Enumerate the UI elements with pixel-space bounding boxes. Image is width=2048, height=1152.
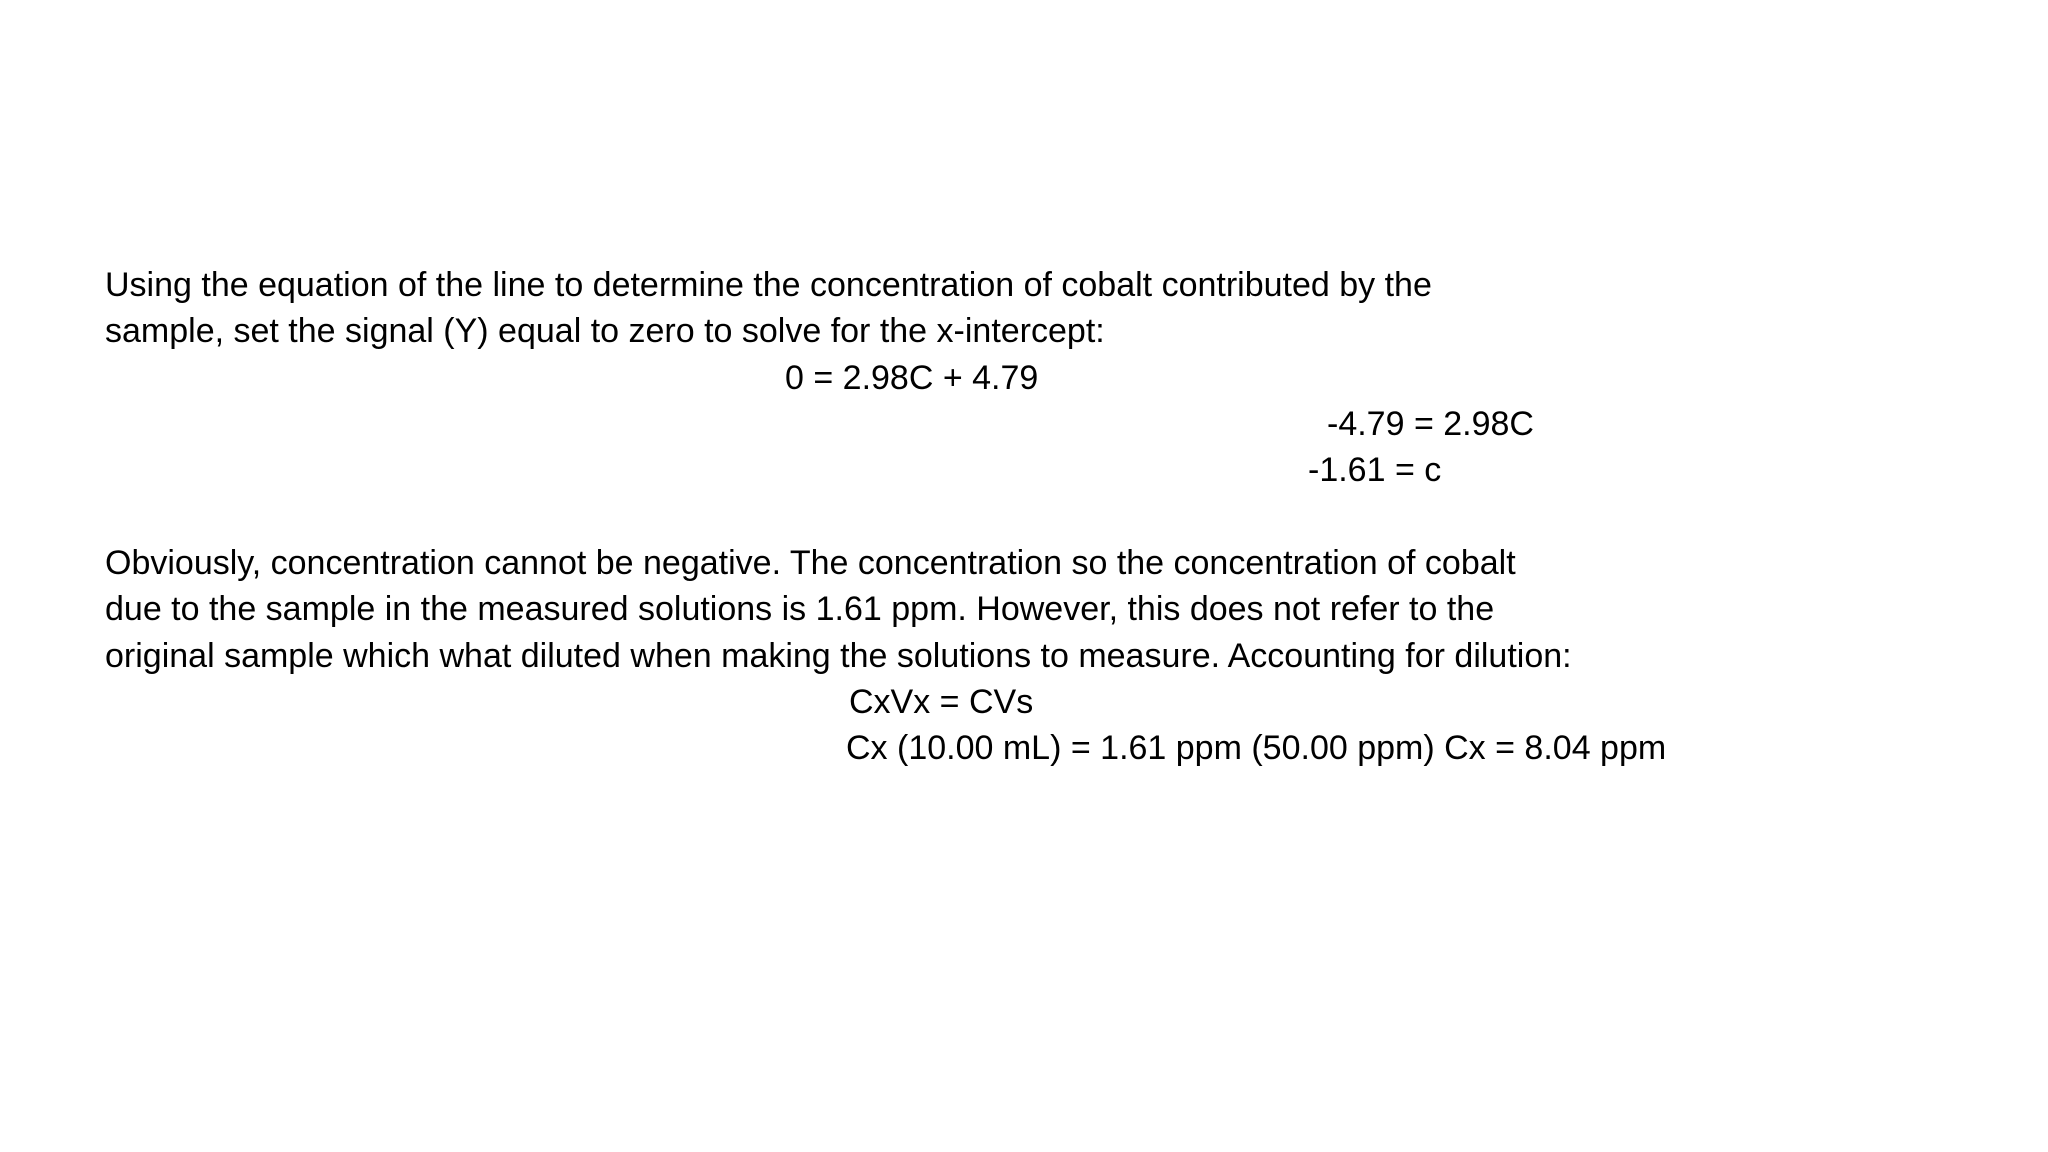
- equation-dilution-result: Cx (10.00 mL) = 1.61 ppm (50.00 ppm) Cx = 8.04 ppm: [846, 729, 1667, 767]
- paragraph1-line1: Using the equation of the line to determine the concentration of cobalt contributed by the: [105, 266, 1432, 304]
- equation-dilution: CxVx = CVs: [849, 683, 1034, 721]
- paragraph2-line3: original sample which what diluted when making the solutions to measure. Accounting for dilution:: [105, 637, 1572, 675]
- paragraph1-line2: sample, set the signal (Y) equal to zero to solve for the x-intercept:: [105, 312, 1105, 350]
- equation-subtract: -4.79 = 2.98C: [1327, 405, 1534, 443]
- paragraph2-line2: due to the sample in the measured solutions is 1.61 ppm. However, this does not refer to the: [105, 590, 1495, 628]
- equation-solution: -1.61 = c: [1308, 451, 1442, 489]
- equation-zero-signal: 0 = 2.98C + 4.79: [785, 359, 1039, 397]
- paragraph2-line1: Obviously, concentration cannot be negative. The concentration so the concentration of cobalt: [105, 544, 1516, 582]
